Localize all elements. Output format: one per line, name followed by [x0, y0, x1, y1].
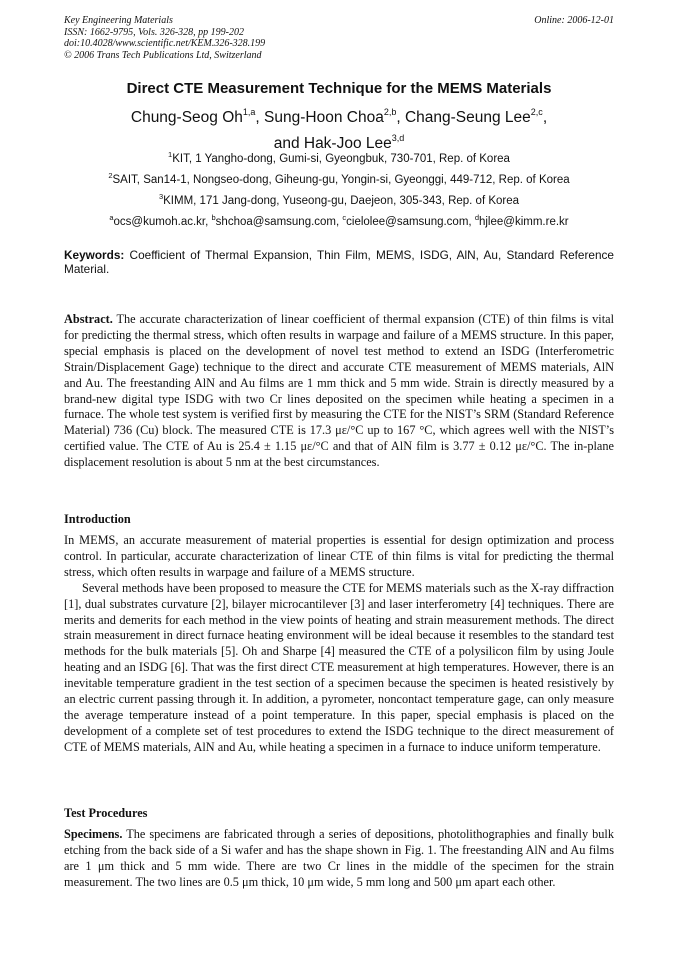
author-list: [0, 102, 678, 154]
affiliation-text: KIMM, 171 Jang-dong, Yuseong-gu, Daejeon, 305-343, Rep. of Korea: [163, 195, 520, 207]
abstract-label: Abstract.: [64, 312, 113, 326]
specimens-text: The specimens are fabricated through a series of depositions, photolithographies and finally bulk etching from the back side of a Si wafer and has the shape shown in Fig. 1. The freestanding AlN and Au films are 1 μm thick and 5 mm wide. There are two Cr lines in the middle of the specimen for the strain measurement. The two lines are 0.5 μm thick, 10 μm wide, 5 mm long and 500 μm apart each other.: [64, 827, 614, 889]
author-sup: 2,b: [383, 107, 397, 117]
author-name: Chung-Seog Oh: [130, 109, 243, 126]
journal-name: Key Engineering Materials: [64, 15, 173, 26]
introduction-heading: Introduction: [64, 512, 131, 526]
keywords-block: [64, 248, 614, 276]
intro-paragraph-2: Several methods have been proposed to measure the CTE for MEMS materials such as the X-ray diffraction [1], dual substrates curvature [2], bilayer microcantilever [3] and laser interferometry [4] techniques. There are merits and demerits for each method in the view points of heating and strain measurement methods. The direct strain measurement in direct furnace heating environment will be ideal because it resembles to the standard test methods for the bulk materials [5]. Oh and Sharpe [4] measured the CTE of a polysilicon film by using Joule heating and an ISDG [6]. That was the first direct CTE measurement at high temperatures. However, there is an inevitable temperature gradient in the test section of a specimen because the specimen is heated resistively by an electric current passing through it. In addition, a pyrometer, noncontact temperature gage, can only measure the average temperature instead of a point temperature. In this paper, special emphasis is placed on the development of a complete set of test procedures to extend the ISDG technique to the direct measurement of CTE of MEMS materials, AlN and Au, while heating a specimen in a furnace to induce uniform temperature.: [64, 580, 614, 754]
author-sup: 3,d: [391, 133, 405, 143]
intro-paragraph-1: In MEMS, an accurate measurement of material properties is essential for design optimization and process control. In particular, accurate characterization of linear CTE of thin films is vital for predicting the thermal stress, which often results in warpage and failure of a MEMS structure.: [64, 533, 614, 579]
online-date: Online: 2006-12-01: [534, 15, 614, 26]
author-name: Sung-Hoon Choa: [264, 109, 384, 126]
doi-line: doi:10.4028/www.scientific.net/KEM.326-328.199: [64, 38, 266, 49]
keywords-text: Coefficient of Thermal Expansion, Thin Film, MEMS, ISDG, AlN, Au, Standard Reference Material.: [64, 248, 614, 276]
email-line: [0, 213, 678, 228]
email-address: ocs@kumoh.ac.kr,: [113, 216, 212, 228]
author-name: Chang-Seung Lee: [404, 109, 531, 126]
author-separator: ,: [542, 109, 548, 126]
email-sup: a: [109, 213, 114, 222]
copyright-line: © 2006 Trans Tech Publications Ltd, Switzerland: [64, 49, 262, 61]
abstract-text: The accurate characterization of linear coefficient of thermal expansion (CTE) of thin films is vital for predicting the thermal stress, which often results in warpage and failure of a MEMS structure. In this paper, special emphasis is placed on the development of novel test method to extend an ISDG (Interferometric Strain/Displacement Gage) technique to the direct and accurate CTE measurement of MEMS materials, AlN and Au. The freestanding AlN and Au films are 1 mm thick and 5 mm wide. Strain is directly measured by a brand-new digital type ISDG with two Cr lines deposited on the specimen while heating a specimen in a furnace. The whole test system is verified first by measuring the CTE for the NIST’s SRM (Standard Reference Material) 736 (Cu) block. The measured CTE is 17.3 με/°C up to 167 °C, which agrees well with the NIST’s certified value. The CTE of Au is 25.4 ± 1.15 με/°C and that of AlN film is 3.77 ± 0.12 με/°C. The in-plane displacement resolution is about 5 nm at the best circumstances.: [64, 312, 614, 470]
affiliation-1: [0, 150, 678, 165]
introduction-body: [64, 533, 614, 756]
affiliation-2: [0, 171, 678, 186]
affiliation-sup: 1: [168, 150, 173, 159]
affiliation-text: SAIT, San14-1, Nongseo-dong, Giheung-gu, Yongin-si, Gyeonggi, 449-712, Rep. of Korea: [112, 174, 570, 186]
author-separator: ,: [255, 109, 265, 126]
affiliation-sup: 2: [108, 171, 113, 180]
issn-line: ISSN: 1662-9795, Vols. 326-328, pp 199-202: [64, 26, 244, 38]
journal-header: [64, 15, 265, 61]
author-sup: 2,c: [530, 107, 543, 117]
email-sup: c: [342, 213, 347, 222]
specimens-paragraph: [64, 827, 614, 891]
specimens-label: Specimens.: [64, 827, 123, 841]
abstract-block: [64, 312, 614, 471]
keywords-label: Keywords:: [64, 248, 125, 262]
affiliation-text: KIT, 1 Yangho-dong, Gumi-si, Gyeongbuk, 730-701, Rep. of Korea: [172, 153, 510, 165]
email-sup: b: [211, 213, 216, 222]
test-procedures-heading: Test Procedures: [64, 806, 148, 820]
email-address: shchoa@samsung.com,: [215, 216, 343, 228]
author-sup: 1,a: [242, 107, 256, 117]
author-separator: ,: [396, 109, 405, 126]
email-address: hjlee@kimm.re.kr: [478, 216, 569, 228]
email-sup: d: [474, 213, 479, 222]
email-address: cielolee@samsung.com,: [346, 216, 475, 228]
paper-title: Direct CTE Measurement Technique for the MEMS Materials: [126, 80, 552, 97]
affiliation-sup: 3: [158, 192, 164, 201]
affiliation-3: [0, 192, 678, 207]
author-name: and Hak-Joo Lee: [273, 135, 392, 152]
